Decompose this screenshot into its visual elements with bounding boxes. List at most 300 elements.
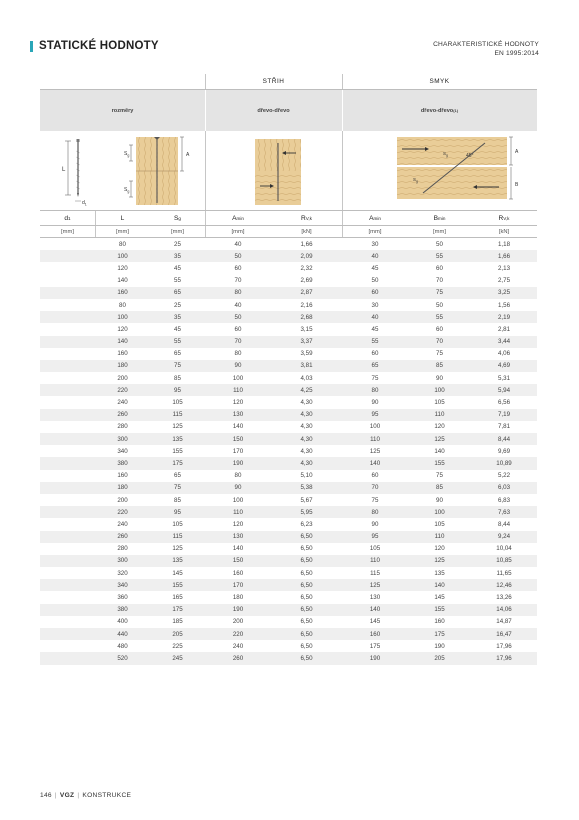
table-cell: 170 — [232, 581, 244, 589]
table-cell: 6,50 — [300, 630, 313, 638]
table-cell: 75 — [436, 350, 443, 358]
table-cell: 9,24 — [497, 533, 511, 541]
table-row — [40, 543, 537, 555]
table-cell: 100 — [434, 508, 445, 516]
table-cell: 160 — [117, 350, 128, 358]
table-cell: 8,44 — [497, 520, 511, 528]
table-cell: 90 — [371, 520, 379, 528]
table-cell: 155 — [434, 606, 445, 614]
table-cell: 50 — [436, 240, 443, 248]
table-row — [40, 396, 537, 408]
table-cell: 140 — [232, 423, 244, 431]
table-cell: 105 — [172, 399, 183, 407]
table-cell: 245 — [172, 654, 183, 662]
table-cell: 1,56 — [497, 301, 511, 309]
table-cell: 205 — [434, 654, 445, 662]
column-header — [150, 211, 205, 225]
footer-section: KONSTRUKCE — [82, 792, 132, 799]
column-header-subscript: V,k — [305, 215, 312, 221]
table-cell: 130 — [232, 411, 244, 419]
table-cell: 65 — [174, 350, 181, 358]
table-cell: 80 — [234, 289, 242, 297]
footnote-marker: (1) — [453, 108, 459, 113]
title-accent-bar — [30, 41, 33, 52]
table-cell: 110 — [233, 386, 243, 394]
table-cell: 2,81 — [497, 325, 511, 333]
table-cell: 12,46 — [496, 581, 512, 589]
column-unit: [mm] — [231, 228, 245, 235]
column-unit: [mm] — [116, 228, 129, 235]
page-title: STATICKÉ HODNOTY — [39, 40, 159, 52]
table-cell: 1,66 — [300, 240, 313, 248]
column-header-subscript: 1 — [68, 215, 71, 221]
table-cell: 4,30 — [300, 411, 313, 419]
table-cell: 6,83 — [497, 496, 511, 504]
table-cell: 190 — [232, 459, 244, 467]
table-cell: 280 — [117, 423, 128, 431]
static-values-table — [40, 74, 537, 665]
table-cell: 7,63 — [497, 508, 511, 516]
table-cell: 1,66 — [497, 252, 511, 260]
table-cell: 190 — [232, 606, 244, 614]
table-cell: 70 — [234, 338, 242, 346]
table-cell: 125 — [369, 447, 381, 455]
table-cell: 280 — [117, 545, 128, 553]
table-cell: 175 — [369, 642, 381, 650]
group-strih: STŘIH — [262, 78, 285, 85]
table-cell: 145 — [369, 618, 381, 626]
table-cell: 150 — [232, 435, 244, 443]
table-cell: 130 — [369, 594, 381, 602]
table-cell: 150 — [232, 557, 244, 565]
table-cell: 5,95 — [300, 508, 313, 516]
subheader-drevo-drevo-smyk — [342, 90, 537, 131]
column-unit: [kN] — [498, 228, 510, 235]
column-header-label: S — [174, 214, 179, 222]
table-cell: 80 — [234, 472, 242, 480]
table-cell: 240 — [232, 642, 244, 650]
table-cell: 55 — [371, 338, 379, 346]
table-cell: 105 — [434, 399, 445, 407]
table-cell: 120 — [434, 423, 445, 431]
label-Sg-bottom: $S_g$ — [124, 187, 130, 194]
table-cell: 125 — [172, 545, 183, 553]
table-cell: 125 — [434, 557, 445, 565]
table-cell: 185 — [172, 618, 183, 626]
table-row — [40, 506, 537, 518]
table-row — [40, 470, 537, 482]
table-cell: 260 — [117, 411, 128, 419]
table-cell: 100 — [434, 386, 445, 394]
column-header-label: L — [120, 214, 125, 222]
table-cell: 115 — [370, 569, 380, 577]
table-cell: 5,31 — [497, 374, 511, 382]
column-header — [205, 211, 271, 225]
table-cell: 2,32 — [300, 264, 313, 272]
table-cell: 70 — [436, 338, 443, 346]
table-cell: 190 — [434, 642, 445, 650]
label-A-smyk: A — [515, 149, 519, 155]
table-cell: 100 — [232, 496, 244, 504]
subheader-drevo-drevo: dřevo-dřevo — [257, 107, 290, 114]
table-cell: 14,87 — [496, 618, 512, 626]
table-cell: 220 — [232, 630, 244, 638]
table-cell: 220 — [117, 386, 128, 394]
table-cell: 6,50 — [300, 581, 313, 589]
table-row — [40, 579, 537, 591]
table-row — [40, 336, 537, 348]
table-cell: 175 — [172, 606, 183, 614]
table-cell: 110 — [370, 557, 380, 565]
table-row — [40, 360, 537, 372]
table-cell: 40 — [371, 252, 379, 260]
table-cell: 3,81 — [300, 362, 313, 370]
table-cell: 145 — [172, 569, 183, 577]
table-cell: 180 — [117, 362, 128, 370]
subheader-drevo-drevo-smyk-label: dřevo-dřevo — [420, 107, 454, 114]
column-header — [471, 211, 537, 225]
table-cell: 6,56 — [497, 399, 511, 407]
table-cell: 17,96 — [496, 642, 512, 650]
column-divider — [342, 226, 343, 237]
table-cell: 6,23 — [300, 520, 313, 528]
table-row — [40, 262, 537, 274]
column-header-label: R — [301, 214, 306, 222]
label-Sg-incline-bottom: $S_g$ — [413, 177, 418, 184]
table-cell: 260 — [117, 533, 128, 541]
table-cell: 6,03 — [497, 484, 511, 492]
table-cell: 6,50 — [300, 569, 313, 577]
column-header-subscript: min — [236, 215, 244, 221]
table-cell: 40 — [371, 313, 379, 321]
table-cell: 100 — [369, 423, 381, 431]
table-cell: 1,18 — [497, 240, 511, 248]
table-cell: 520 — [117, 654, 128, 662]
table-cell: 50 — [436, 301, 443, 309]
table-cell: 300 — [117, 557, 128, 565]
table-cell: 14,06 — [496, 606, 512, 614]
table-cell: 95 — [174, 508, 181, 516]
table-cell: 50 — [234, 313, 242, 321]
table-cell: 120 — [232, 520, 244, 528]
table-cell: 2,16 — [300, 301, 313, 309]
column-divider — [95, 211, 96, 225]
table-cell: 140 — [434, 581, 445, 589]
table-cell: 95 — [371, 533, 379, 541]
table-cell: 60 — [371, 350, 379, 358]
table-cell: 90 — [436, 374, 443, 382]
table-cell: 120 — [117, 325, 128, 333]
table-row — [40, 384, 537, 396]
table-cell: 140 — [369, 459, 381, 467]
column-unit: [mm] — [433, 228, 446, 235]
table-cell: 135 — [172, 435, 183, 443]
table-cell: 125 — [434, 435, 445, 443]
table-cell: 10,89 — [496, 459, 512, 467]
label-B-smyk: B — [515, 182, 519, 188]
diagrams-svg — [40, 131, 537, 211]
column-header-label: A — [369, 214, 374, 222]
table-cell: 60 — [436, 264, 443, 272]
table-cell: 400 — [117, 618, 128, 626]
column-header-label: d — [64, 214, 69, 222]
table-cell: 440 — [117, 630, 128, 638]
table-cell: 55 — [436, 252, 443, 260]
table-cell: 140 — [369, 606, 381, 614]
table-cell: 4,25 — [300, 386, 313, 394]
table-cell: 100 — [117, 252, 128, 260]
table-cell: 70 — [234, 277, 242, 285]
table-cell: 40 — [234, 240, 242, 248]
table-cell: 80 — [119, 301, 126, 309]
table-cell: 175 — [434, 630, 445, 638]
table-row — [40, 421, 537, 433]
table-cell: 220 — [117, 508, 128, 516]
table-cell: 190 — [369, 654, 381, 662]
table-row — [40, 311, 537, 323]
table-cell: 11,65 — [496, 569, 512, 577]
footer-separator: | — [77, 792, 80, 799]
table-cell: 25 — [174, 240, 181, 248]
table-cell: 80 — [371, 508, 379, 516]
label-A-strih: A — [186, 152, 190, 158]
table-cell: 10,85 — [496, 557, 512, 565]
table-row — [40, 591, 537, 603]
table-cell: 160 — [369, 630, 381, 638]
column-header-subscript: g — [178, 215, 181, 221]
table-cell: 2,69 — [300, 277, 313, 285]
footer-separator: | — [54, 792, 57, 799]
table-cell: 120 — [232, 399, 244, 407]
table-cell: 75 — [371, 496, 379, 504]
table-cell: 30 — [371, 301, 379, 309]
subtitle-line-1: CHARAKTERISTICKÉ HODNOTY — [433, 41, 539, 48]
table-cell: 160 — [232, 569, 244, 577]
label-d1: $d_1$ — [82, 200, 87, 207]
table-row — [40, 616, 537, 628]
sub-header-row — [40, 90, 537, 131]
table-row — [40, 238, 537, 250]
column-header — [95, 211, 150, 225]
table-cell: 155 — [172, 581, 183, 589]
table-cell: 160 — [117, 289, 128, 297]
table-cell: 155 — [434, 459, 445, 467]
column-header-label: R — [498, 214, 504, 222]
table-cell: 200 — [232, 618, 244, 626]
table-cell: 3,25 — [497, 289, 511, 297]
table-row — [40, 348, 537, 360]
table-cell: 4,30 — [300, 447, 313, 455]
table-cell: 6,50 — [300, 642, 313, 650]
table-cell: 125 — [172, 423, 183, 431]
table-cell: 85 — [174, 496, 181, 504]
table-cell: 45 — [174, 264, 181, 272]
column-unit: [mm] — [171, 228, 184, 235]
table-cell: 90 — [234, 484, 242, 492]
table-cell: 65 — [371, 362, 379, 370]
table-cell: 180 — [232, 594, 244, 602]
table-cell: 85 — [436, 484, 443, 492]
table-cell: 170 — [232, 447, 244, 455]
table-row — [40, 275, 537, 287]
table-cell: 70 — [436, 277, 443, 285]
table-cell: 110 — [434, 533, 445, 541]
table-cell: 6,50 — [300, 557, 313, 565]
table-cell: 13,26 — [496, 594, 512, 602]
table-cell: 2,19 — [497, 313, 511, 321]
page-subtitle — [433, 40, 539, 58]
table-cell: 480 — [117, 642, 128, 650]
table-cell: 60 — [234, 264, 242, 272]
table-cell: 165 — [172, 594, 183, 602]
table-cell: 145 — [434, 594, 445, 602]
table-row — [40, 372, 537, 384]
subheader-rozmery: rozměry — [111, 107, 134, 114]
table-cell: 4,30 — [300, 399, 313, 407]
footer-product: VGZ — [59, 792, 75, 799]
table-cell: 4,69 — [497, 362, 511, 370]
page-heading — [30, 40, 159, 52]
label-Sg-top: $S_g$ — [124, 151, 130, 158]
table-cell: 135 — [434, 569, 445, 577]
table-row — [40, 409, 537, 421]
table-cell: 105 — [369, 545, 381, 553]
table-row — [40, 299, 537, 311]
table-cell: 80 — [371, 386, 379, 394]
table-cell: 380 — [117, 459, 128, 467]
table-cell: 340 — [117, 581, 128, 589]
table-cell: 90 — [234, 362, 242, 370]
table-cell: 40 — [234, 301, 242, 309]
table-cell: 17,96 — [496, 654, 512, 662]
table-row — [40, 494, 537, 506]
unit-row — [40, 226, 537, 238]
table-cell: 200 — [117, 496, 128, 504]
table-cell: 4,30 — [300, 459, 313, 467]
table-cell: 140 — [117, 277, 128, 285]
table-cell: 45 — [174, 325, 181, 333]
column-header — [342, 211, 408, 225]
table-cell: 8,44 — [497, 435, 511, 443]
column-unit: [kN] — [301, 228, 312, 235]
table-row — [40, 531, 537, 543]
table-cell: 5,38 — [300, 484, 313, 492]
table-cell: 225 — [172, 642, 183, 650]
table-row — [40, 652, 537, 664]
table-cell: 95 — [371, 411, 379, 419]
table-cell: 155 — [172, 447, 183, 455]
column-divider — [342, 211, 343, 225]
table-cell: 115 — [172, 411, 183, 419]
table-cell: 75 — [174, 362, 181, 370]
table-cell: 4,30 — [300, 435, 313, 443]
table-cell: 200 — [117, 374, 128, 382]
table-cell: 105 — [172, 520, 183, 528]
table-cell: 6,50 — [300, 594, 313, 602]
table-cell: 110 — [233, 508, 243, 516]
table-cell: 160 — [434, 618, 445, 626]
table-cell: 240 — [117, 399, 128, 407]
table-cell: 95 — [174, 386, 181, 394]
screw-dimension-diagram — [62, 139, 87, 207]
table-row — [40, 567, 537, 579]
table-cell: 120 — [117, 264, 128, 272]
shear-timber-diagram — [255, 139, 301, 205]
table-cell: 120 — [434, 545, 445, 553]
table-row — [40, 640, 537, 652]
table-cell: 300 — [117, 435, 128, 443]
column-header — [40, 211, 95, 225]
table-cell: 260 — [232, 654, 244, 662]
table-row — [40, 323, 537, 335]
column-header — [271, 211, 342, 225]
column-header-subscript: min — [438, 215, 446, 221]
table-cell: 75 — [436, 289, 443, 297]
table-cell: 85 — [174, 374, 181, 382]
table-cell: 140 — [117, 338, 128, 346]
table-cell: 10,04 — [496, 545, 512, 553]
label-angle: 45° — [466, 153, 474, 159]
column-header-subscript: V,k — [503, 215, 510, 221]
table-row — [40, 555, 537, 567]
table-cell: 100 — [232, 374, 244, 382]
column-header-subscript: min — [373, 215, 381, 221]
page-footer — [40, 792, 131, 799]
table-cell: 340 — [117, 447, 128, 455]
table-cell: 320 — [117, 569, 128, 577]
table-cell: 45 — [371, 325, 379, 333]
column-divider — [205, 226, 206, 237]
column-header-row — [40, 211, 537, 226]
column-unit: [mm] — [61, 228, 74, 235]
table-cell: 25 — [174, 301, 181, 309]
table-cell: 2,13 — [497, 264, 511, 272]
table-cell: 5,94 — [497, 386, 511, 394]
table-cell: 6,50 — [300, 545, 313, 553]
table-cell: 115 — [172, 533, 183, 541]
table-cell: 130 — [232, 533, 244, 541]
table-cell: 55 — [436, 313, 443, 321]
table-cell: 45 — [371, 264, 379, 272]
table-cell: 180 — [117, 484, 128, 492]
table-cell: 35 — [174, 252, 181, 260]
table-cell: 2,75 — [497, 277, 511, 285]
table-cell: 7,19 — [497, 411, 511, 419]
table-cell: 75 — [436, 472, 443, 480]
table-cell: 4,03 — [300, 374, 313, 382]
table-row — [40, 433, 537, 445]
table-row — [40, 457, 537, 469]
table-cell: 90 — [371, 399, 379, 407]
table-cell: 6,50 — [300, 606, 313, 614]
table-cell: 175 — [172, 459, 183, 467]
table-cell: 160 — [117, 472, 128, 480]
label-L: L — [62, 167, 66, 173]
table-row — [40, 604, 537, 616]
column-unit: [mm] — [368, 228, 382, 235]
table-row — [40, 445, 537, 457]
page-number: 146 — [40, 792, 52, 799]
table-cell: 85 — [436, 362, 443, 370]
group-header-row — [40, 74, 537, 90]
table-cell: 60 — [371, 472, 379, 480]
table-cell: 110 — [370, 435, 380, 443]
table-cell: 4,06 — [497, 350, 511, 358]
table-cell: 60 — [436, 325, 443, 333]
table-cell: 110 — [434, 411, 445, 419]
table-cell: 55 — [174, 277, 181, 285]
column-header-label: B — [433, 214, 438, 222]
